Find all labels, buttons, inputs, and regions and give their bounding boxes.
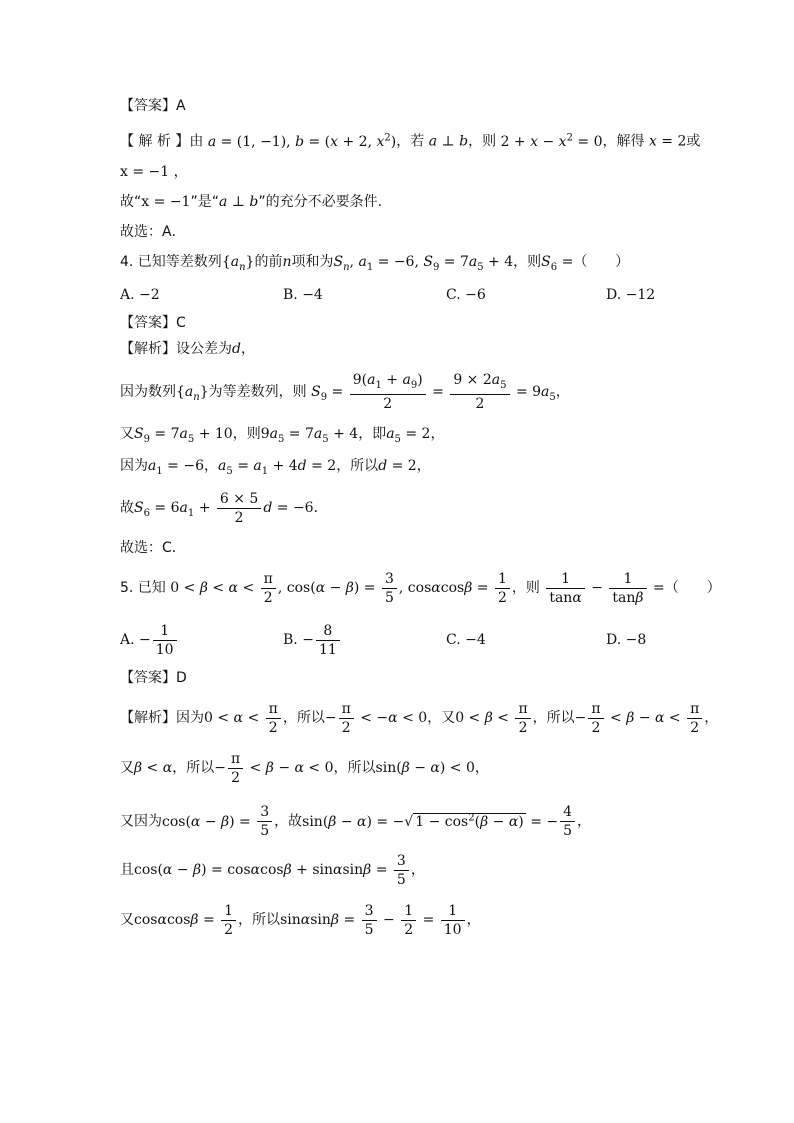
analysis-5-line-5: 又cosαcosβ = $\frac{1}{2}$ ，所以sinαsinβ = $\frac{3}{5}$ − $\frac{1}{2}$ = $\frac{1}{10}$ ， — [120, 902, 481, 938]
analysis-5-line-4: 且cos(α − β) = cosαcosβ + sinαsinβ = $\frac{3}{5}$ ， — [120, 852, 425, 888]
analysis-4-line-2: 因为数列$\{a_n\}$为等差数列，则 $S_9$ = $\frac{9(a_1 + a_9)}{2}$ = $\frac{9 \times 2a_5}{2}$ = $9a_5$， — [120, 371, 570, 413]
q4-option-c: C. −6 — [446, 287, 486, 303]
answer-4: 【答案】C — [120, 315, 186, 331]
q4-option-b: B. −4 — [283, 287, 323, 303]
math-vectors: a = (1, −1), b = (x + 2, $x^2$) — [207, 132, 397, 150]
analysis-4-line-3: 又$S_9 = 7a_5 + 10$，则$9a_5 = 7a_5 + 4$，即$a_5 = 2$， — [120, 426, 445, 445]
analysis-3-line-2: x = −1 ， — [120, 164, 188, 180]
math-equation: $2 + x - x^2 = 0$ — [500, 132, 603, 150]
q4-option-a: A. −2 — [120, 287, 160, 303]
math-perp: a ⊥ b — [428, 133, 469, 150]
q4-option-d: D. −12 — [606, 287, 656, 303]
analysis-4-line-4: 因为$a_1 = -6$，$a_5 = a_1 + 4d = 2$，所以d = 2， — [120, 458, 431, 477]
analysis-5-line-3: 又因为cos(α − β) = $\frac{3}{5}$ ，故sin(β − α) = −√ $1 - \cos^2(\beta - \alpha)$ = − $\frac{4}{5}$ ， — [120, 804, 592, 840]
q5-option-b: B. − $\frac{8}{11}$ — [283, 618, 342, 662]
question-5: 5. 已知 0 < β < α < $\frac{\pi}{2}$ , cos(α − β) = $\frac{3}{5}$ , cosαcosβ = $\frac{1}{2}$ ，则 $\frac{1}{\tan\alpha}$ − $\frac{1}{\tan\beta}$ =（ ） — [120, 570, 721, 606]
analysis-3-line-1: 【 解 析 】由 a = (1, −1), b = (x + 2, $x^2$)，若 a ⊥ b，则 $2 + x - x^2 = 0$，解得 x = 2或 — [120, 132, 701, 150]
answer-5: 【答案】D — [120, 670, 187, 686]
analysis-3-line-4: 故选：A． — [120, 224, 186, 240]
q5-option-d: D. −8 — [606, 632, 647, 648]
q5-option-a: A. − $\frac{1}{10}$ — [120, 618, 179, 662]
question-4: 4. 已知等差数列$\{a_n\}$的前n项和为$S_n$, $a_1 = -6$, $S_9 = 7a_5 + 4$，则$S_6$ =（ ） — [120, 254, 630, 273]
analysis-3-line-3: 故“x = −1”是“a ⊥ b”的充分不必要条件. — [120, 194, 383, 210]
analysis-4-line-1: 【解析】设公差为d， — [120, 341, 255, 357]
analysis-4-line-6: 故选：C． — [120, 540, 186, 556]
analysis-4-line-5: 故$S_6 = 6a_1$ + $\frac{6 \times 5}{2}$ d = −6． — [120, 490, 328, 526]
analysis-5-line-1: 【解析】因为0 < α < $\frac{\pi}{2}$ ，所以− $\frac{\pi}{2}$ < −α < 0，又0 < β < $\frac{\pi}{2}$ ，所以− $\frac{\pi}{2}$ < β − α < $\frac{\pi}{2}$ ， — [120, 700, 719, 736]
analysis-5-line-2: 又β < α，所以− $\frac{\pi}{2}$ < β − α < 0，所以sin(β − α) < 0， — [120, 750, 489, 786]
answer-3: 【答案】A — [120, 98, 186, 114]
q5-option-c: C. −4 — [446, 632, 486, 648]
